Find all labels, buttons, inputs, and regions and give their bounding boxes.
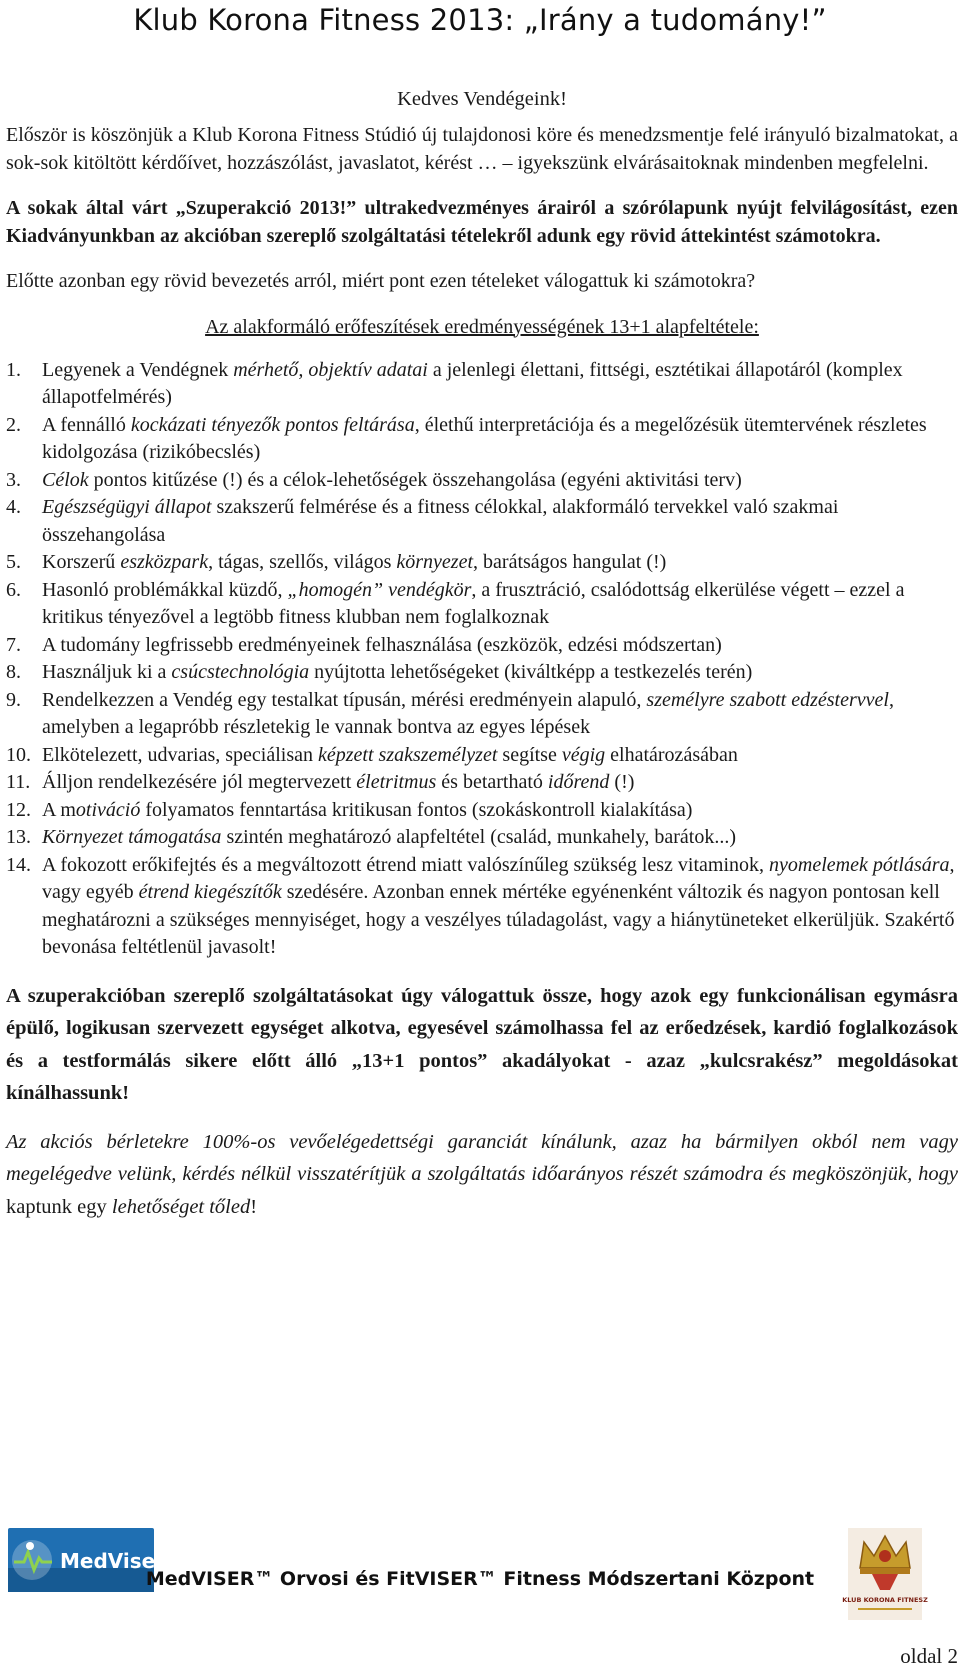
guarantee-part4: ! xyxy=(250,1195,258,1218)
list-item-text: , a frusztráció, csalódottság elkerülése végett – ezzel a kritikus tényezővel a legtöbb fitness klubban nem foglalkoznak xyxy=(42,578,905,628)
list-item-text: szintén meghatározó alapfeltétel (család, munkahely, barátok...) xyxy=(221,826,737,848)
list-item-number: 1. xyxy=(6,358,21,381)
list-item-text: , amelyben a legapróbb részletekig le vannak bontva az egyes lépések xyxy=(42,688,894,738)
list-item-number: 10. xyxy=(6,743,31,766)
list-item xyxy=(6,494,958,549)
list-item xyxy=(6,824,958,852)
list-item-text: Korszerű xyxy=(42,551,121,573)
list-item-text: képzett szakszemélyzet xyxy=(318,743,498,766)
greeting: Kedves Vendégeink! xyxy=(397,88,567,110)
list-item-text: , élethű interpretációja és a megelőzésük ütemtervének részletes kidolgozása (rizikóbecslés) xyxy=(42,413,927,463)
list-item-text: Környezet támogatása xyxy=(42,826,222,848)
list-item-number: 7. xyxy=(6,633,21,656)
list-item-text: folyamatos fenntartása kritikusan fontos (szokáskontroll kialakítása) xyxy=(140,798,693,821)
list-item-text: eszközpark xyxy=(120,551,209,573)
list-item xyxy=(6,687,958,742)
list-item-text: mérhető, objektív adatai xyxy=(233,358,428,381)
medviser-logo-text: MedViser xyxy=(60,1549,166,1573)
list-item-text: és betartható xyxy=(436,771,548,793)
list-item xyxy=(6,412,958,467)
document-body xyxy=(6,86,958,1223)
list-item-number: 5. xyxy=(6,551,21,573)
list-item-text: étrend kiegészítők xyxy=(138,881,282,903)
question-paragraph: Előtte azonban egy rövid bevezetés arról, miért pont ezen tételeket válogattuk ki számotokra? xyxy=(6,270,756,292)
list-item xyxy=(6,742,958,770)
list-item-text: csúcstechnológia xyxy=(171,661,310,683)
korona-fitness-logo xyxy=(842,1528,928,1620)
list-item-text: pontos kitűzése (!) és a célok-lehetőségek összehangolása (egyéni aktivitási terv) xyxy=(88,468,742,491)
list-item xyxy=(6,852,958,962)
list-item-number: 8. xyxy=(6,661,21,683)
list-item-text: A fennálló xyxy=(42,413,131,436)
list-item-text: nyújtotta lehetőségeket (kiváltképp a testkezelés terén) xyxy=(309,661,753,683)
list-item-text: Célok xyxy=(42,468,89,491)
list-item-number: 14. xyxy=(6,853,31,876)
list-item-text: elhatározásában xyxy=(605,743,738,766)
list-item-text: A m xyxy=(42,798,76,821)
list-item-text: szakszerű felmérése és a fitness célokkal, alakformáló tervekkel való szakmai összehangolása xyxy=(42,496,839,546)
intro-paragraph: Először is köszönjük a Klub Korona Fitness Stúdió új tulajdonosi köre és menedzsmentje felé irányuló bizalmatokat, a sok-sok kitöltött kérdőívet, hozzászólást, javaslatot, kérést … – igyekszünk elvárásaitoknak mindenben megfelelni. xyxy=(6,124,958,174)
list-item-number: 3. xyxy=(6,468,21,491)
list-item xyxy=(6,632,958,660)
korona-logo-text: KLUB KORONA FITNESZ xyxy=(842,1596,928,1604)
footer-center-text: MedVISER™ Orvosi és FitVISER™ Fitness Módszertani Központ xyxy=(145,1568,815,1590)
list-item xyxy=(6,549,958,577)
guarantee-part2: kaptunk egy xyxy=(6,1195,112,1218)
list-item-text: Legyenek a Vendégnek xyxy=(42,358,234,381)
list-item-text: személyre szabott edzéstervvel xyxy=(646,688,889,711)
list-item-text: a jelenlegi élettani, fittségi, esztétikai állapotáról (komplex állapotfelmérés) xyxy=(42,358,903,408)
list-item-text: Hasonló problémákkal küzdő, xyxy=(42,578,288,601)
superaction-paragraph: A sokak által várt „Szuperakció 2013!” ultrakedvezményes árairól a szórólapunk nyújt felvilágosítást, ezen Kiadványunkban az akcióban szereplő szolgáltatási tételekről adunk egy rövid áttekintést számotokra. xyxy=(6,197,958,247)
list-item-text: végig xyxy=(561,743,606,766)
list-title: Az alakformáló erőfeszítések eredményességének 13+1 alapfeltétele: xyxy=(205,315,759,338)
page-header-title: Klub Korona Fitness 2013: „Irány a tudomány!” xyxy=(133,3,827,37)
page-footer xyxy=(0,1522,960,1622)
list-item-number: 11. xyxy=(6,771,31,793)
list-item-text: „homogén” vendégkör xyxy=(287,578,472,601)
conditions-list xyxy=(6,357,958,962)
list-item-text: nyomelemek pótlására xyxy=(769,853,950,876)
list-item-text: , barátságos hangulat (!) xyxy=(473,551,667,573)
guarantee-part3: lehetőséget tőled xyxy=(111,1195,251,1218)
list-item-text: A fokozott erőkifejtés és a megváltozott étrend miatt valószínűleg szükség lesz vitaminok, xyxy=(42,853,770,876)
list-item xyxy=(6,357,958,412)
list-item-number: 13. xyxy=(6,826,31,848)
summary-paragraph: A szuperakcióban szereplő szolgáltatásokat úgy válogattuk össze, hogy azok egy funkcionálisan egymásra épülő, logikusan szervezett egységet alkotva, egyesével számolhassa fel az erőedzések, kardió foglalkozások és a testformálás sikere előtt álló „13+1 pontos” akadályokat - azaz „kulcsrakész” megoldásokat kínálhassunk! xyxy=(6,984,958,1104)
list-item-number: 12. xyxy=(6,798,31,821)
list-item xyxy=(6,769,958,797)
list-item-number: 2. xyxy=(6,413,21,436)
list-item-text: otiváció xyxy=(75,798,141,821)
list-item xyxy=(6,577,958,632)
list-item xyxy=(6,467,958,495)
list-item-text: időrend xyxy=(547,771,610,793)
guarantee-paragraph xyxy=(6,1126,958,1224)
list-item xyxy=(6,797,958,825)
list-item-text: szedésére. Azonban ennek mértéke egyénenként változik és nagyon pontosan kell meghatározni a szükséges mennyiséget, hogy a veszélyes túladagolást, vagy a hiánytüneteket elkerüljük. Szakértő bevonása feltétlenül javasolt! xyxy=(42,881,955,958)
list-item-number: 4. xyxy=(6,496,21,518)
list-item xyxy=(6,659,958,687)
guarantee-part1: Az akciós bérletekre 100%-os vevőelégedettségi garanciát kínálunk, azaz ha bármilyen okból nem vagy megelégedve velünk, kérdés nélkül visszatérítjük a szolgáltatás időarányos részét számodra és megköszönjük, hogy xyxy=(6,1130,958,1185)
page-number: oldal 2 xyxy=(900,1644,958,1668)
list-item-text: Álljon rendelkezésére jól megtervezett xyxy=(42,771,357,793)
list-item-text: Elkötelezett, udvarias, speciálisan xyxy=(42,743,319,766)
list-item-number: 6. xyxy=(6,578,21,601)
list-item-text: kockázati tényezők pontos feltárása xyxy=(130,413,415,436)
list-item-number: 9. xyxy=(6,688,21,711)
list-item-text: A tudomány legfrissebb eredményeinek felhasználása (eszközök, edzési módszertan) xyxy=(42,633,722,656)
list-item-text: segítse xyxy=(497,743,562,766)
list-item-text: , tágas, szellős, világos xyxy=(208,551,397,573)
list-item-text: (!) xyxy=(609,771,635,793)
list-item-text: Rendelkezzen a Vendég egy testalkat típusán, mérési eredményein alapuló, xyxy=(42,688,647,711)
list-item-text: környezet xyxy=(396,551,474,573)
list-item-text: , vagy egyéb xyxy=(42,853,955,903)
list-item-text: életritmus xyxy=(356,771,437,793)
list-item-text: Használjuk ki a xyxy=(42,661,172,683)
list-item-text: Egészségügyi állapot xyxy=(42,496,212,518)
